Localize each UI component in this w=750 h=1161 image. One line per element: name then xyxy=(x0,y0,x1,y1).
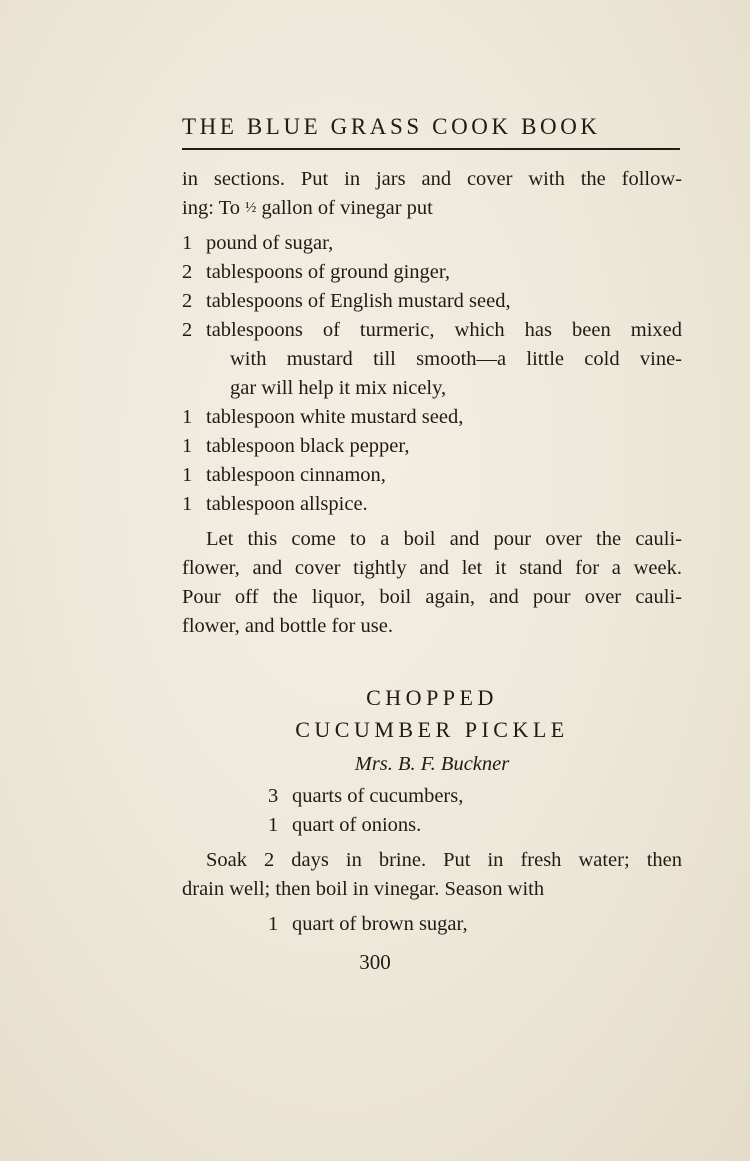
ingredient-item xyxy=(182,811,682,840)
ingredient-text: quart of brown sugar, xyxy=(292,913,468,935)
ingredient-item xyxy=(182,461,682,490)
recipe1-intro-line-2 xyxy=(182,194,682,223)
ingredient-qty: 1 xyxy=(182,493,193,515)
ingredient-item xyxy=(182,490,682,519)
ingredient-text: quarts of cucumbers, xyxy=(292,785,464,807)
ingredient-item xyxy=(182,782,682,811)
ingredient-text: tablespoons of turmeric, which has been mixed xyxy=(206,319,682,341)
ingredient-text: tablespoon white mustard seed, xyxy=(206,406,464,428)
ingredient-continuation: with mustard till smooth—a little cold vine- xyxy=(230,348,682,370)
ingredient-qty: 1 xyxy=(268,913,279,935)
ingredient-text: tablespoons of English mustard seed, xyxy=(206,290,511,312)
header-rule xyxy=(182,148,680,150)
ingredient-qty: 3 xyxy=(268,785,279,807)
ingredient-text: tablespoon cinnamon, xyxy=(206,464,386,486)
ingredient-qty: 1 xyxy=(182,464,193,486)
ingredient-text: quart of onions. xyxy=(292,814,422,836)
directions-line: drain well; then boil in vinegar. Season with xyxy=(182,878,545,900)
ingredient-qty: 2 xyxy=(182,290,193,312)
recipe2-title-line-2: CUCUMBER PICKLE xyxy=(295,717,569,742)
ingredient-qty: 1 xyxy=(182,232,193,254)
ingredient-qty: 2 xyxy=(182,319,193,341)
directions-line: flower, and cover tightly and let it stand for a week. xyxy=(182,557,682,579)
ingredient-qty: 1 xyxy=(182,435,193,457)
intro-text-post: gallon of vinegar put xyxy=(261,197,433,219)
ingredient-item xyxy=(182,403,682,432)
ingredient-item xyxy=(182,258,682,287)
directions-line: Soak 2 days in brine. Put in fresh water; then xyxy=(206,849,682,871)
directions-line: Let this come to a boil and pour over the cauli- xyxy=(206,528,682,550)
ingredient-text: tablespoon allspice. xyxy=(206,493,368,515)
recipe2-author: Mrs. B. F. Buckner xyxy=(354,753,510,775)
recipe2-directions xyxy=(182,846,682,904)
page-body xyxy=(182,165,682,939)
recipe2-title-line-1: CHOPPED xyxy=(366,685,498,710)
directions-line: Pour off the liquor, boil again, and pour over cauli- xyxy=(182,586,682,608)
intro-text-pre: ing: To xyxy=(182,197,240,219)
directions-line: flower, and bottle for use. xyxy=(182,615,393,637)
recipe2-ingredient-list xyxy=(182,782,682,840)
ingredient-text: pound of sugar, xyxy=(206,232,334,254)
ingredient-qty: 2 xyxy=(182,261,193,283)
recipe1-directions xyxy=(182,525,682,641)
ingredient-item xyxy=(182,316,682,345)
intro-fraction: ½ xyxy=(245,200,257,216)
ingredient-qty: 1 xyxy=(182,406,193,428)
ingredient-text: tablespoon black pepper, xyxy=(206,435,410,457)
ingredient-item xyxy=(182,910,682,939)
page-number: 300 xyxy=(359,950,391,974)
ingredient-qty: 1 xyxy=(268,814,279,836)
recipe1-ingredient-list xyxy=(182,229,682,519)
ingredient-item xyxy=(182,432,682,461)
recipe1-intro-line-1: in sections. Put in jars and cover with the follow- xyxy=(182,168,682,190)
running-head: THE BLUE GRASS COOK BOOK xyxy=(182,114,601,139)
ingredient-continuation: gar will help it mix nicely, xyxy=(230,377,447,399)
ingredient-item xyxy=(182,229,682,258)
ingredient-text: tablespoons of ground ginger, xyxy=(206,261,450,283)
ingredient-item xyxy=(182,287,682,316)
